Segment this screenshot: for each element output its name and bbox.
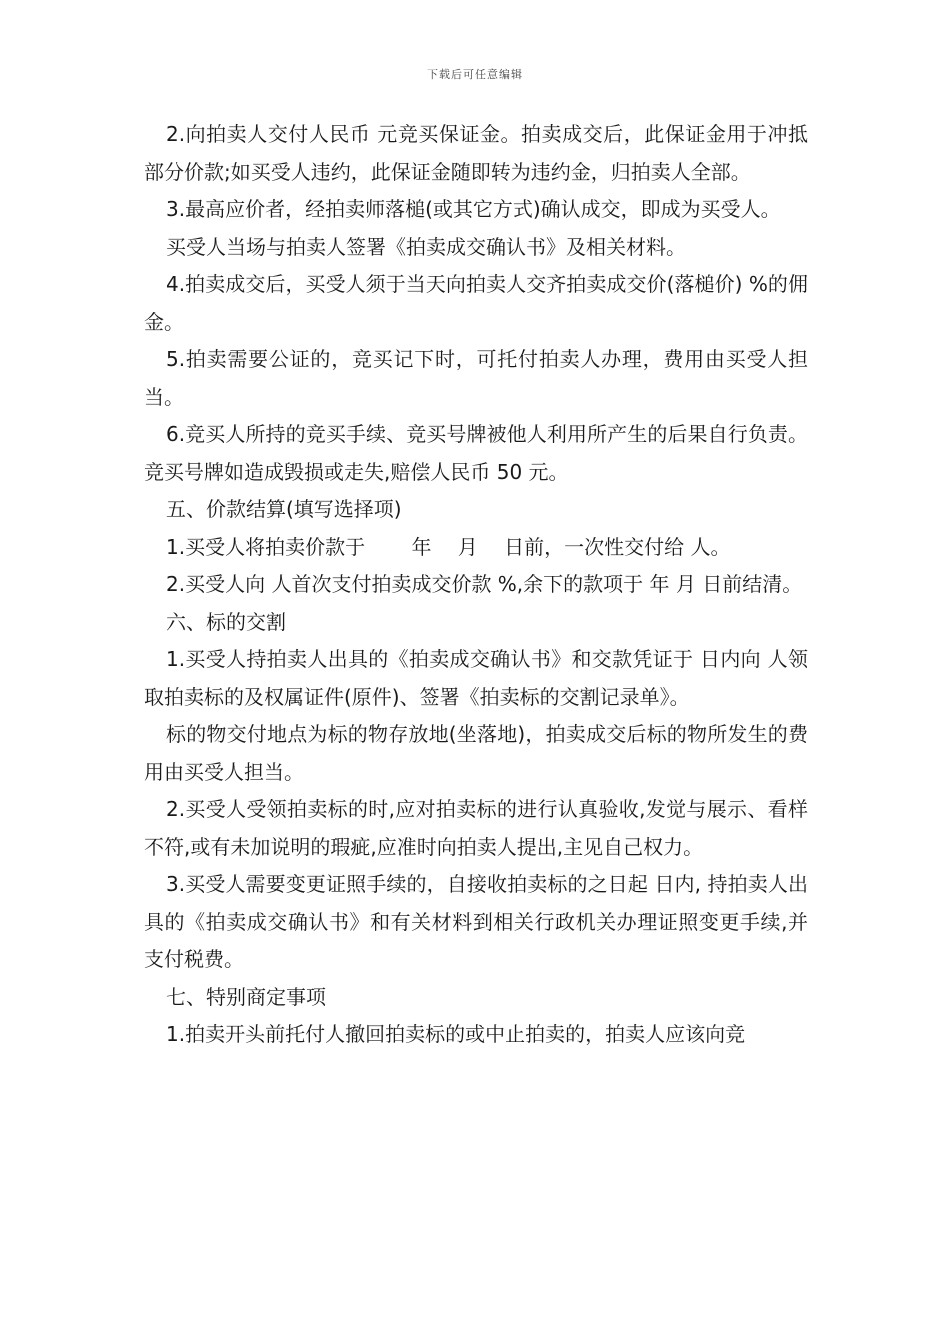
paragraph: 6.竞买人所持的竞买手续、竞买号牌被他人利用所产生的后果自行负责。竞买号牌如造成毁损或走失,赔偿人民币 50 元。	[144, 422, 808, 484]
section-heading: 七、特别商定事项	[166, 984, 326, 1009]
paragraph: 2.买受人向 人首次支付拍卖成交价款 %,余下的款项于 年 月 日前结清。	[166, 572, 803, 596]
paragraph: 3.最高应价者，经拍卖师落槌(或其它方式)确认成交，即成为买受人。	[166, 197, 781, 221]
document-body	[144, 116, 808, 1054]
paragraph: 5.拍卖需要公证的，竞买记下时，可托付拍卖人办理，费用由买受人担当。	[144, 347, 808, 409]
section-heading: 六、标的交割	[166, 609, 286, 634]
paragraph: 买受人当场与拍卖人签署《拍卖成交确认书》及相关材料。	[166, 234, 686, 259]
section-heading: 五、价款结算(填写选择项)	[166, 497, 402, 521]
paragraph: 2.买受人受领拍卖标的时,应对拍卖标的进行认真验收,发觉与展示、看样不符,或有未加说明的瑕疵,应准时向拍卖人提出,主见自己权力。	[144, 797, 808, 859]
paragraph: 2.向拍卖人交付人民币 元竞买保证金。拍卖成交后，此保证金用于冲抵部分价款;如买受人违约，此保证金随即转为违约金，归拍卖人全部。	[144, 122, 808, 184]
paragraph: 3.买受人需要变更证照手续的，自接收拍卖标的之日起 日内, 持拍卖人出具的《拍卖成交确认书》和有关材料到相关行政机关办理证照变更手续,并支付税费。	[144, 872, 808, 971]
header-note: 下载后可任意编辑	[427, 68, 523, 81]
paragraph: 1.买受人持拍卖人出具的《拍卖成交确认书》和交款凭证于 日内向 人领取拍卖标的及权属证件(原件)、签署《拍卖标的交割记录单》。	[144, 647, 808, 709]
paragraph: 1.拍卖开头前托付人撤回拍卖标的或中止拍卖的，拍卖人应该向竞	[166, 1022, 746, 1046]
paragraph: 标的物交付地点为标的物存放地(坐落地)，拍卖成交后标的物所发生的费用由买受人担当。	[144, 722, 808, 784]
paragraph: 1.买受人将拍卖价款于 年 月 日前，一次性交付给 人。	[166, 534, 731, 559]
paragraph: 4.拍卖成交后，买受人须于当天向拍卖人交齐拍卖成交价(落槌价) %的佣金。	[144, 272, 808, 334]
